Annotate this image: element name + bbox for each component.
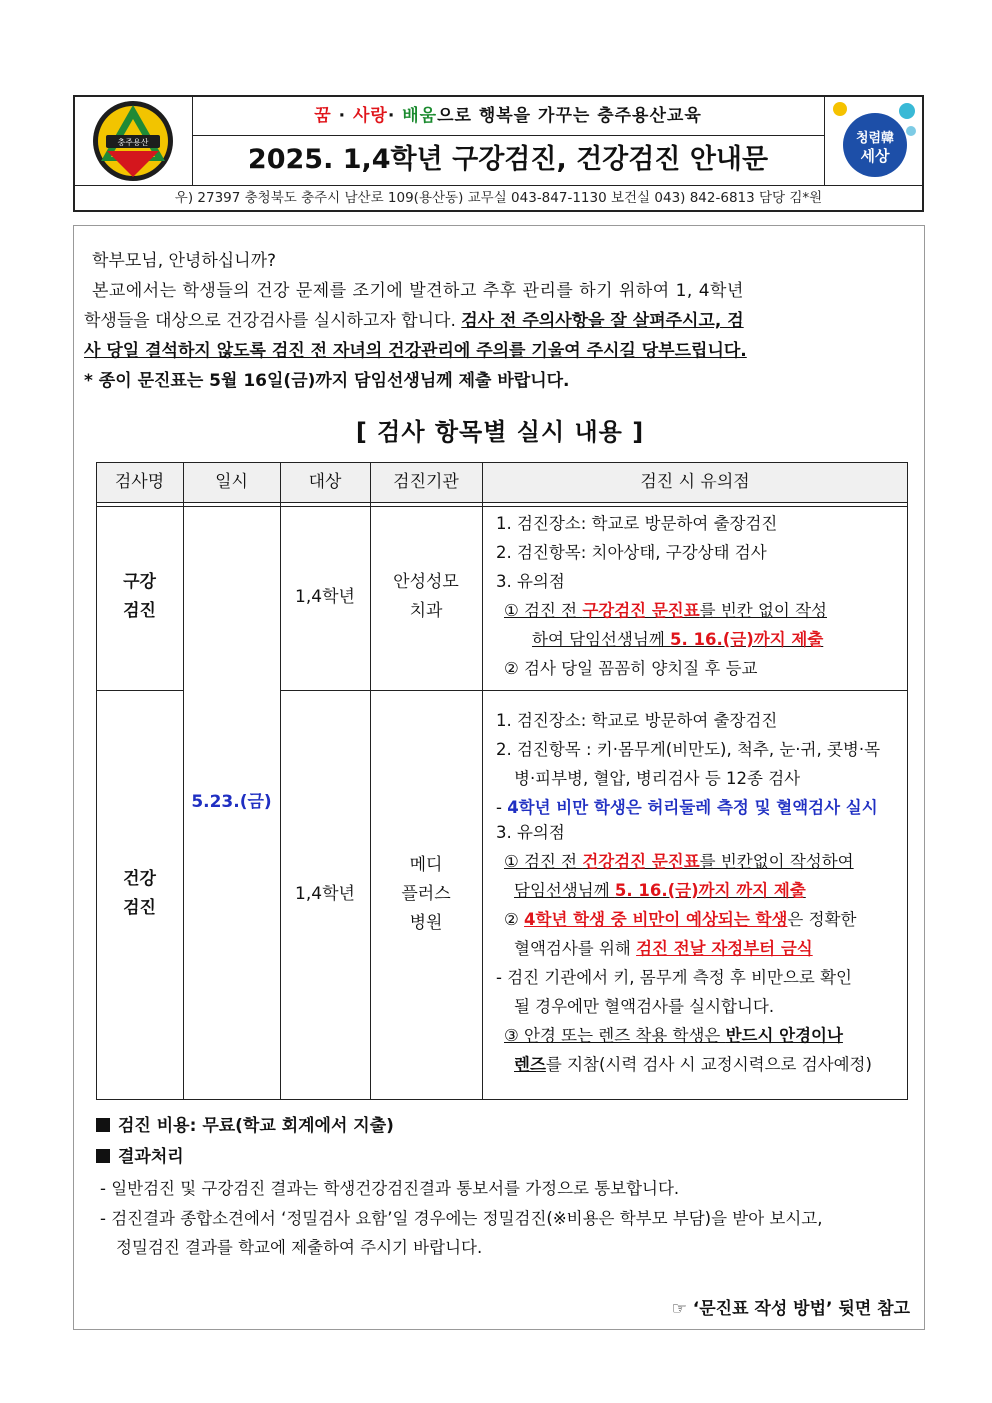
result-heading — [96, 1143, 184, 1171]
health-note-questionnaire — [504, 847, 854, 876]
oral-note-q-b: 구강검진 문진표 — [582, 601, 700, 620]
table-border — [96, 1099, 908, 1100]
health-note-waist-dash: - — [496, 798, 508, 817]
exam-schedule-table — [96, 462, 908, 1100]
result-line-2: - 검진결과 종합소견에서 ‘정밀검사 요함’일 경우에는 정밀검진(※비용은 학부모 부담)을 받아 보시고, — [100, 1209, 823, 1228]
questionnaire-deadline-notice: * 종이 문진표는 5월 16일(금)까지 담임선생님께 제출 바랍니다. — [84, 371, 570, 391]
slogan-dot-2: · — [387, 106, 403, 126]
health-exam-institution — [370, 851, 482, 938]
health-note-obesity — [504, 905, 856, 934]
integrity-logo-line-1: 청렴韓 — [855, 131, 895, 146]
logo-text: 충주용산 — [117, 138, 149, 147]
table-border — [482, 462, 483, 1100]
health-note-waist-text: 4학년 비만 학생은 허리둘레 측정 및 혈액검사 실시 — [507, 798, 878, 817]
health-note-location: 1. 검진장소: 학교로 방문하여 출장검진 — [496, 711, 778, 730]
health-institution-line-3: 병원 — [409, 913, 443, 933]
result-line-3: 정밀검진 결과를 학교에 제출하여 주시기 바랍니다. — [116, 1238, 483, 1257]
greeting: 학부모님, 안녕하십니까? — [92, 251, 277, 271]
health-note-glasses — [504, 1021, 843, 1050]
oral-exam-name — [96, 568, 183, 626]
table-border — [280, 690, 908, 691]
header-date: 일시 — [183, 462, 280, 502]
health-note-deadline — [514, 876, 806, 905]
slogan-dream: 꿈 — [314, 106, 332, 126]
school-emblem-icon — [75, 97, 192, 185]
intro-line-2-emphasis: 검사 전 주의사항을 잘 살펴주시고, 검 — [461, 311, 744, 331]
intro-line-1: 본교에서는 학생들의 건강 문제를 조기에 발견하고 추후 관리를 하기 위하여 1, 4학년 — [92, 281, 744, 301]
health-note-items-2: 병·피부병, 혈압, 병리검사 등 12종 검사 — [514, 769, 801, 788]
health-note-fasting — [514, 934, 813, 963]
health-exam-name-line-2: 검진 — [123, 898, 156, 918]
integrity-logo-icon — [825, 97, 923, 185]
back-page-reference-text: ‘문진표 작성 방법’ 뒷면 참고 — [692, 1299, 910, 1319]
oral-institution-line-1: 안성성모 — [393, 572, 459, 592]
oral-note-deadline — [532, 625, 823, 654]
header-institution: 검진기관 — [370, 462, 482, 502]
oral-exam-institution — [370, 568, 482, 626]
health-exam-name-line-1: 건강 — [123, 869, 156, 889]
school-logo-cell — [75, 97, 193, 185]
health-note-cautions: 3. 유의점 — [496, 823, 565, 842]
slogan-dot-1: · — [331, 106, 353, 126]
table-border — [183, 462, 184, 1100]
health-note-g-d: 를 지참(시력 검사 시 교정시력으로 검사예정) — [545, 1055, 872, 1074]
oral-note-location: 1. 검진장소: 학교로 방문하여 출장검진 — [496, 514, 778, 533]
oral-note-items: 2. 검진항목: 치아상태, 구강상태 검사 — [496, 543, 767, 562]
oral-note-q-a: ① 검진 전 — [504, 601, 583, 620]
integrity-logo-line-2: 세상 — [860, 147, 890, 165]
oral-note-q-c: 를 빈칸 없이 작성 — [699, 601, 827, 620]
health-exam-name — [96, 865, 183, 923]
square-bullet-icon — [96, 1149, 110, 1163]
health-exam-target: 1,4학년 — [295, 884, 355, 904]
oral-note-d-b: 5. 16.(금)까지 제출 — [670, 630, 824, 649]
table-border — [96, 462, 908, 463]
school-address: 우) 27397 충청북도 충주시 남산로 109(용산동) 교무실 043-847-1130 보건실 043) 842-6813 담당 김*원 — [75, 185, 922, 211]
integrity-logo-cell — [824, 97, 923, 185]
intro-line-2-plain: 학생들을 대상으로 건강검사를 실시하고자 합니다. — [84, 311, 462, 331]
health-note-o-a: ② — [504, 910, 525, 929]
back-page-reference — [672, 1295, 910, 1323]
intro-line-3-emphasis: 사 당일 결석하지 않도록 검진 전 자녀의 건강관리에 주의를 기울여 주시길 당부드립니다. — [84, 341, 747, 361]
health-note-measure-2: 될 경우에만 혈액검사를 실시합니다. — [514, 997, 775, 1016]
slogan-learning: 배움 — [402, 106, 438, 126]
table-border — [370, 462, 371, 1100]
oral-note-d-a: 하여 담임선생님께 — [532, 630, 671, 649]
oral-note-questionnaire — [504, 596, 827, 625]
health-note-f-b: 검진 전날 자정부터 금식 — [636, 939, 813, 958]
health-institution-line-1: 메디 — [409, 855, 443, 875]
health-note-g-a: ③ 안경 또는 렌즈 착용 학생은 — [504, 1026, 726, 1045]
slogan-love: 사랑 — [352, 106, 388, 126]
oral-exam-target: 1,4학년 — [295, 587, 355, 607]
slogan-rest: 으로 행복을 가꾸는 충주용산교육 — [437, 106, 702, 126]
health-note-g-c: 렌즈 — [514, 1055, 546, 1074]
health-note-q-c: 를 빈칸없이 작성하여 — [699, 852, 854, 871]
header-exam-name: 검사명 — [96, 462, 183, 502]
section-title: [ 검사 항목별 실시 내용 ] — [355, 418, 645, 446]
school-slogan — [192, 97, 824, 136]
health-note-o-b: 4학년 학생 중 비만이 예상되는 학생 — [524, 910, 788, 929]
letter-header — [73, 95, 924, 212]
cost-info — [96, 1112, 394, 1140]
result-line-1: - 일반검진 및 구강검진 결과는 학생건강검진결과 통보서를 가정으로 통보합니다. — [100, 1179, 680, 1198]
intro-line-2 — [84, 307, 744, 335]
health-note-items-1: 2. 검진항목 : 키·몸무게(비만도), 척추, 눈·귀, 콧병·목 — [496, 740, 881, 759]
table-border — [907, 462, 908, 1100]
oral-institution-line-2: 치과 — [409, 601, 443, 621]
page-title: 2025. 1,4학년 구강검진, 건강검진 안내문 — [247, 144, 769, 175]
header-notes: 검진 시 유의점 — [482, 462, 908, 502]
oral-exam-name-line-1: 구강 — [123, 572, 156, 592]
health-note-d-b: 5. 16.(금)까지 까지 제출 — [614, 881, 806, 900]
health-institution-line-2: 플러스 — [401, 884, 451, 904]
oral-note-brushing: ② 검사 당일 꼼꼼히 양치질 후 등교 — [504, 659, 758, 678]
health-note-d-a: 담임선생님께 — [514, 881, 615, 900]
table-border — [96, 502, 908, 503]
exam-date: 5.23.(금) — [191, 792, 272, 812]
health-note-o-c: 은 정확한 — [787, 910, 857, 929]
table-border — [96, 506, 908, 507]
health-note-q-a: ① 검진 전 — [504, 852, 583, 871]
table-border — [96, 462, 97, 1100]
health-note-glasses-2 — [514, 1050, 872, 1079]
health-note-q-b: 건강검진 문진표 — [582, 852, 700, 871]
pointing-hand-icon: ☞ — [671, 1299, 687, 1319]
table-border — [280, 462, 281, 1100]
health-note-f-a: 혈액검사를 위해 — [514, 939, 637, 958]
square-bullet-icon — [96, 1118, 110, 1132]
cost-text: 검진 비용: 무료(학교 회계에서 지출) — [118, 1116, 394, 1136]
health-note-g-b: 반드시 안경이나 — [725, 1026, 843, 1045]
oral-exam-name-line-2: 검진 — [123, 601, 156, 621]
header-target: 대상 — [280, 462, 370, 502]
health-note-measure-1: - 검진 기관에서 키, 몸무게 측정 후 비만으로 확인 — [496, 968, 852, 987]
result-title: 결과처리 — [118, 1147, 184, 1167]
table-border — [96, 690, 183, 691]
oral-note-cautions: 3. 유의점 — [496, 572, 565, 591]
letter-body — [73, 225, 925, 1330]
